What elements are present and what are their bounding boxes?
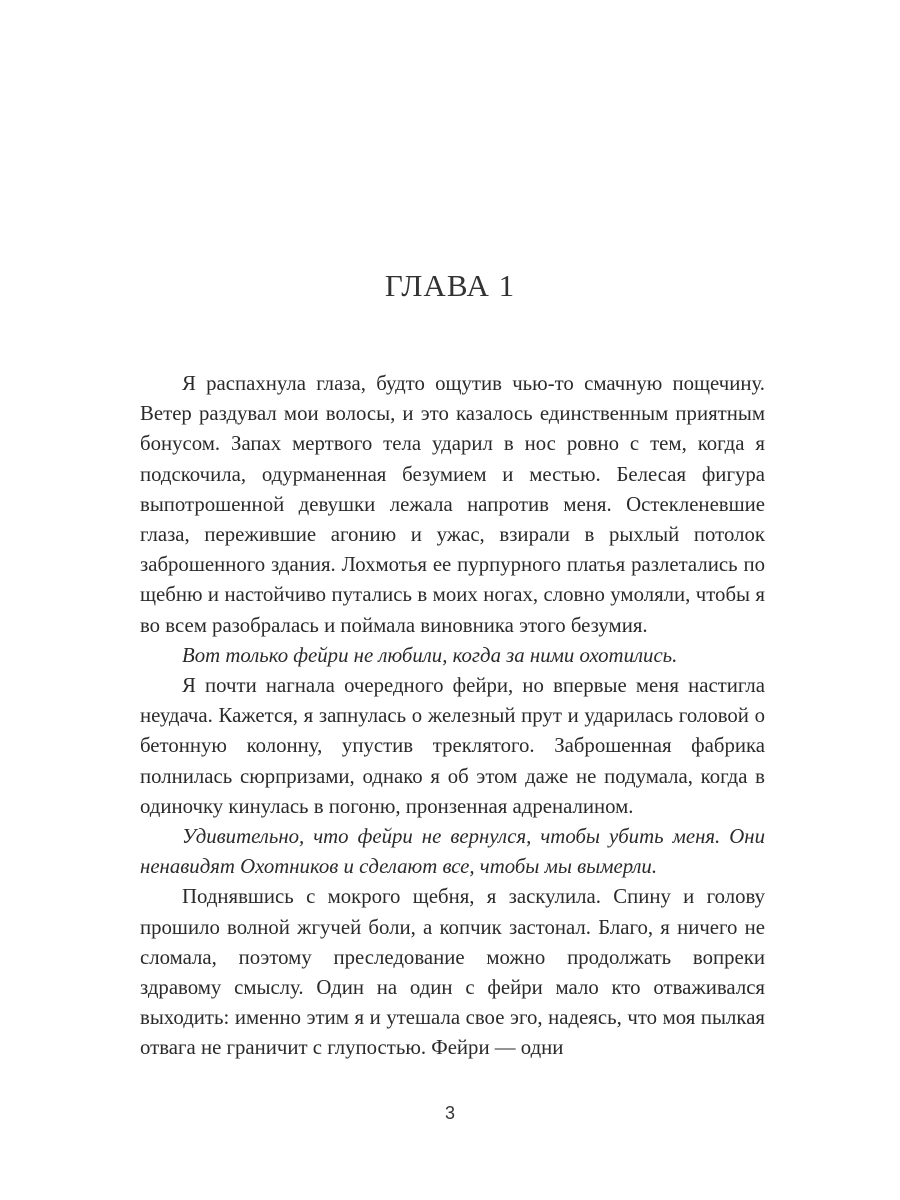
paragraph: Я распахнула глаза, будто ощутив чью-то смачную пощечину. Ветер раздувал мои волосы, и это казалось единственным приятным бонусом. Запах мертвого тела ударил в нос ровно с тем, когда я подскочила, одурманенная безумием и местью. Белесая фигура выпотрошенной девушки лежала напротив меня. Остекленевшие глаза, пережившие агонию и ужас, взирали в рыхлый потолок заброшенного здания. Лохмотья ее пурпурного платья разлетались по щебню и настойчиво путались в моих ногах, словно умоляли, чтобы я во всем разобралась и поймала виновника этого безумия. <box>140 372 765 637</box>
paragraph: Я почти нагнала очередного фейри, но впервые меня настигла неудача. Кажется, я запнулась о железный прут и ударилась головой о бетонную колонну, упустив треклятого. Заброшенная фабрика полнилась сюрпризами, однако я об этом даже не подумала, когда в одиночку кинулась в погоню, пронзенная адреналином. <box>140 674 765 818</box>
chapter-text <box>140 369 765 1064</box>
chapter-title: ГЛАВА 1 <box>384 268 516 303</box>
page-number: 3 <box>444 1103 455 1123</box>
paragraph: Поднявшись с мокрого щебня, я заскулила. Спину и голову прошило волной жгучей боли, а копчик застонал. Благо, я ничего не сломала, поэтому преследование можно продолжать вопреки здравому смыслу. Один на один с фейри мало кто отваживался выходить: именно этим я и утешала свое эго, надеясь, что моя пылкая отвага не граничит с глупостью. Фейри — одни <box>140 885 765 1060</box>
paragraph-italic: Удивительно, что фейри не вернулся, чтобы убить меня. Они ненавидят Охотников и сделают все, чтобы мы вымерли. <box>140 825 765 879</box>
paragraph-italic: Вот только фейри не любили, когда за ними охотились. <box>182 643 678 667</box>
